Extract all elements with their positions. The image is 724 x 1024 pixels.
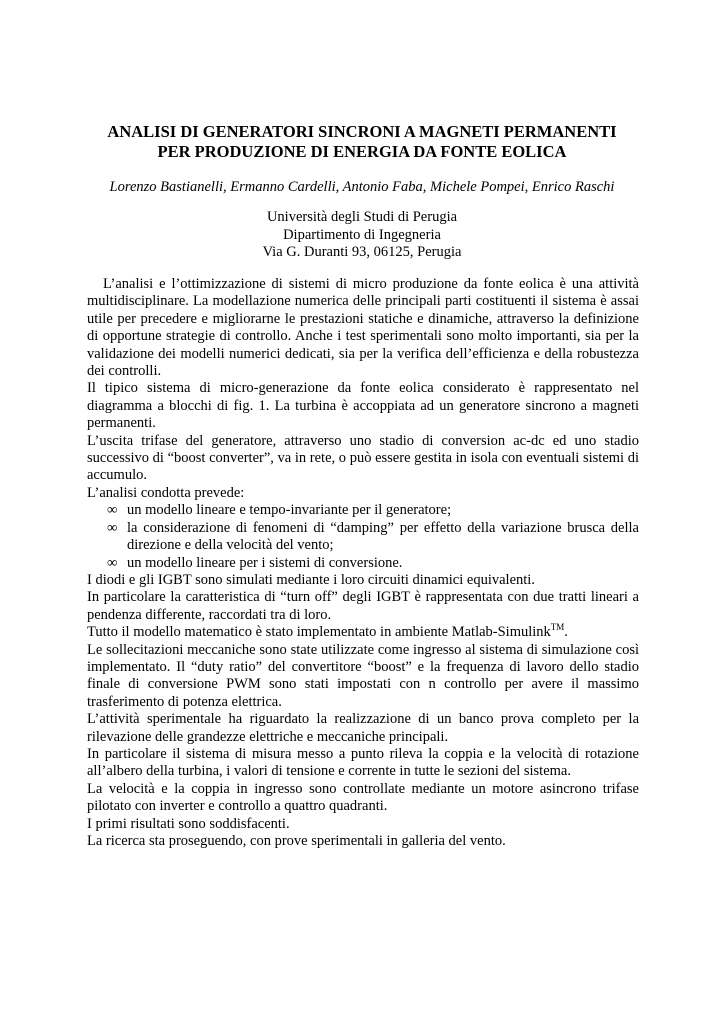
- paragraph-measurement: In particolare il sistema di misura messo a punto rileva la coppia e la velocità di rotazione all’albero della turbina, i valori di tensione e corrente in tutte le sezioni del sistema.: [87, 745, 639, 780]
- bullet-text: un modello lineare per i sistemi di conversione.: [127, 554, 403, 571]
- abstract-body: [87, 276, 639, 850]
- bullet-infinity-icon: ∞: [107, 554, 118, 571]
- paragraph-intro: L’analisi e l’ottimizzazione di sistemi di micro produzione da fonte eolica è una attività multidisciplinare. La modellazione numerica delle principali parti costituenti il sistema è assai utile per precedere e migliorarne le prestazioni statiche e dinamiche, attraverso la definizione di opportune strategie di controllo. Anche i test sperimentali sono molto importanti, sia per la validazione dei modelli numerici dedicati, sia per la verifica dell’efficienza e della robustezza dei controlli.: [87, 276, 639, 380]
- bullet-text: un modello lineare e tempo-invariante per il generatore;: [127, 502, 452, 519]
- title-line-2: PER PRODUZIONE DI ENERGIA DA FONTE EOLICA: [157, 142, 567, 161]
- paragraph-igbt: In particolare la caratteristica di “turn off” degli IGBT è rappresentata con due tratti lineari a pendenza differente, raccordati tra di loro.: [87, 589, 639, 623]
- address: Via G. Duranti 93, 06125, Perugia: [262, 244, 462, 260]
- paragraph-analysis: L’analisi condotta prevede:: [87, 484, 245, 501]
- bullet-item: [87, 555, 639, 572]
- bullet-text: la considerazione di fenomeni di “damping” per effetto della variazione brusca della direzione e della velocità del vento;: [127, 519, 639, 554]
- affiliation: [60, 209, 664, 262]
- paragraph-ongoing: La ricerca sta proseguendo, con prove sperimentali in galleria del vento.: [87, 833, 506, 849]
- paragraph-results: I primi risultati sono soddisfacenti.: [87, 815, 290, 832]
- bullet-infinity-icon: ∞: [107, 502, 118, 519]
- paragraph-system: Il tipico sistema di micro-generazione da fonte eolica considerato è rappresentato nel diagramma a blocchi di fig. 1. La turbina è accoppiata ad un generatore sincrono a magneti permanenti.: [87, 380, 639, 432]
- trademark-sup: TM: [550, 622, 565, 633]
- authors: Lorenzo Bastianelli, Ermanno Cardelli, Antonio Faba, Michele Pompei, Enrico Raschi: [109, 179, 615, 195]
- model-text: Tutto il modello matematico è stato implementato in ambiente Matlab-Simulink: [87, 624, 551, 641]
- paragraph-control: La velocità e la coppia in ingresso sono controllate mediante un motore asincrono trifase pilotato con inverter e controllo a quattro quadranti.: [87, 780, 639, 815]
- paragraph-diodes: I diodi e gli IGBT sono simulati mediante i loro circuiti dinamici equivalenti.: [87, 571, 535, 588]
- bullet-item: [87, 520, 639, 555]
- paper-title: [60, 122, 664, 162]
- bullet-item: [87, 502, 639, 519]
- university: Università degli Studi di Perugia: [266, 209, 458, 225]
- title-line-1: ANALISI DI GENERATORI SINCRONI A MAGNETI PERMANENTI: [107, 122, 617, 141]
- paragraph-output: L’uscita trifase del generatore, attraverso uno stadio di conversion ac-dc ed uno stadio successivo di “boost converter”, va in rete, o può essere gestita in isola con eventuali sistemi di accumulo.: [87, 432, 639, 484]
- model-end: .: [564, 624, 568, 641]
- department: Dipartimento di Ingegneria: [283, 226, 441, 243]
- paragraph-model: [87, 624, 639, 641]
- paragraph-experimental: L’attività sperimentale ha riguardato la realizzazione di un banco prova completo per la rilevazione delle grandezze elettriche e meccaniche principali.: [87, 711, 639, 745]
- bullet-infinity-icon: ∞: [107, 519, 118, 536]
- paragraph-mechanical: Le sollecitazioni meccaniche sono state utilizzate come ingresso al sistema di simulazione così implementato. Il “duty ratio” del convertitore “boost” e la frequenza di lavoro dello stadio finale di conversione PWM sono stati impostati con n controllo per avere il massimo trasferimento di potenza elettrica.: [87, 641, 639, 710]
